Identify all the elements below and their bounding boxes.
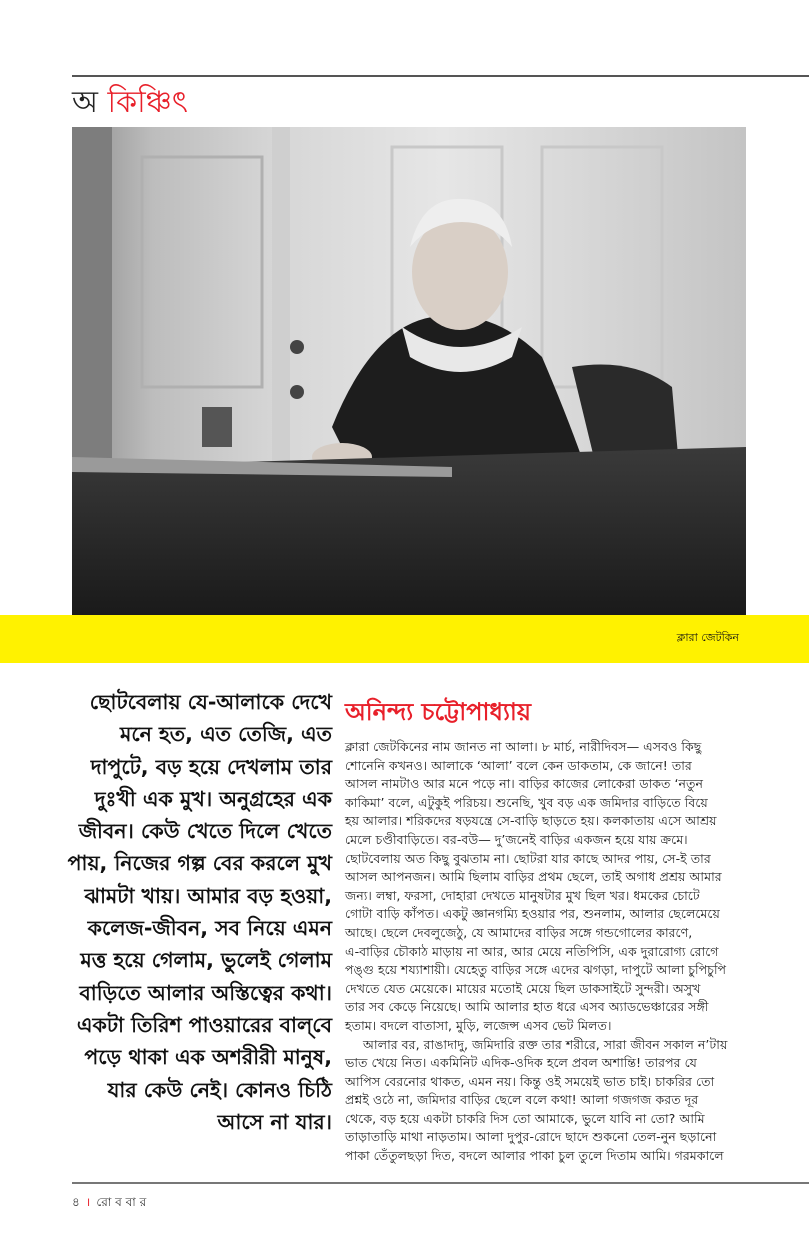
body-line: গোটা বাড়ি কাঁপত। একটু জ্ঞানগম্যি হওয়ার পর, শুনলাম, আলার ছেলেমেয়ে (345, 906, 720, 922)
portrait-photo (72, 127, 746, 615)
body-line: শোনেনি কখনও। আলাকে ‘আলা’ বলে কেন ডাকতাম, কে জানে! তার (345, 757, 692, 773)
footer-separator: । (85, 1195, 91, 1209)
body-line: জন্য। লম্বা, ফরসা, দোহারা দেখতে মানুষটার মুখ ছিল খর। ধমকের চোটে (345, 887, 700, 903)
body-line: ভাত খেয়ে নিত। একমিনিট এদিক-ওদিক হলে প্রবল অশান্তি! তারপর যে (345, 1055, 697, 1071)
body-line: হতাম। বদলে বাতাসা, মুড়ি, লজেন্স এসব ভেট মিলত। (345, 1017, 612, 1033)
body-line: দেখতে যেত মেয়েকে। মায়ের মতোই মেয়ে ছিল ডাকসাইটে সুন্দরী। অসুখ (345, 980, 701, 996)
author-byline: অনিন্দ্য চট্টোপাধ্যায় (345, 698, 531, 726)
page-number: ৪ (72, 1195, 80, 1209)
body-line: এ-বাড়ির চৌকাঠ মাড়ায় না আর, আর মেয়ে নতিপিসি, এক দুরারোগ্য রোগে (345, 943, 719, 959)
body-line: পাকা তেঁতুলছড়া দিত, বদলে আলার পাকা চুল তুলে দিতাম আমি। গরমকালে (345, 1148, 724, 1164)
body-line: আলার বর, রাঙাদাদু, জমিদারি রক্ত তার শরীরে, সারা জীবন সকাল ন’টায় (363, 1036, 728, 1052)
body-line: তার সব কেড়ে নিয়েছে। আমি আলার হাত ধরে এসব অ্যাডভেঞ্চারের সঙ্গী (345, 999, 709, 1015)
page-footer (72, 1193, 146, 1214)
section-title-part2: কিঞ্চিৎ (107, 85, 188, 120)
photo-caption: ক্লারা জেটকিন (676, 631, 739, 644)
bottom-rule (72, 1182, 809, 1184)
magazine-name: রো ব বা র (96, 1195, 147, 1209)
article-body (345, 738, 790, 1166)
section-title-part1: অ (72, 85, 98, 120)
body-line: আসল আপনজন। আমি ছিলাম বাড়ির প্রথম ছেলে, তাই অগাধ প্রশ্রয় আমার (345, 869, 722, 885)
body-line: আসল নামটাও আর মনে পড়ে না। বাড়ির কাজের লোকেরা ডাকত ‘নতুন (345, 776, 703, 792)
body-line: মেলে চণ্ডীবাড়িতে। বর-বউ— দু’জনেই বাড়ির একজন হয়ে যায় ক্রমে। (345, 831, 688, 847)
photo-illustration (72, 127, 746, 615)
body-line: আছে। ছেলে দেবলুজেঠু, যে আমাদের বাড়ির সঙ্গে গন্ডগোলের কারণে, (345, 924, 693, 940)
body-line: ছোটবেলায় অত কিছু বুঝতাম না। ছোটরা যার কাছে আদর পায়, সে-ই তার (345, 850, 711, 866)
body-line: কাকিমা’ বলে, এটুকুই পরিচয়। শুনেছি, খুব বড় এক জমিদার বাড়িতে বিয়ে (345, 794, 708, 810)
top-rule (72, 75, 809, 77)
body-line: তাড়াতাড়ি মাথা নাড়তাম। আলা দুপুর-রোদে ছাদে শুকনো তেল-নুন ছড়ানো (345, 1129, 717, 1145)
body-line: ক্লারা জেটকিনের নাম জানত না আলা। ৮ মার্চ, নারীদিবস— এসবও কিছু (345, 739, 702, 754)
section-title (72, 84, 188, 122)
pull-quote: ছোটবেলায় যে-আলাকে দেখে মনে হত, এত তেজি, এত দাপুটে, বড় হয়ে দেখলাম তার দুঃখী এক মুখ। অনুগ্রহের এক জীবন। কেউ খেতে দিলে খেতে পায়, নিজের গল্প বের করলে মুখ ঝামটা খায়। আমার বড় হওয়া, কলেজ-জীবন, সব নিয়ে এমন মত্ত হয়ে গেলাম, ভুলেই গেলাম বাড়িতে আলার অস্তিত্বের কথা। একটা তিরিশ পাওয়ারের বাল্‌বে পড়ে থাকা এক অশরীরী মানুষ, যার কেউ নেই। কোনও চিঠি আসে না যার। (67, 690, 332, 1134)
body-line: থেকে, বড় হয়ে একটা চাকরি দিস তো আমাকে, ভুলে যাবি না তো? আমি (345, 1110, 705, 1126)
body-line: আপিস বেরনোর থাকত, এমন নয়। কিন্তু ওই সময়েই ভাত চাই। চাকরির তো (345, 1073, 715, 1089)
body-line: প্রশ্নই ওঠে না, জমিদার বাড়ির ছেলে বলে কথা! আলা গজগজ করত দূর (345, 1092, 699, 1108)
body-line: হয় আলার। শরিকদের ষড়যন্ত্রে সে-বাড়ি ছাড়তে হয়। কলকাতায় এসে আশ্রয় (345, 813, 717, 829)
body-line: পঙ্গু হয়ে শয্যাশায়ী। যেহেতু বাড়ির সঙ্গে এদের ঝগড়া, দাপুটে আলা চুপিচুপি (345, 962, 727, 978)
